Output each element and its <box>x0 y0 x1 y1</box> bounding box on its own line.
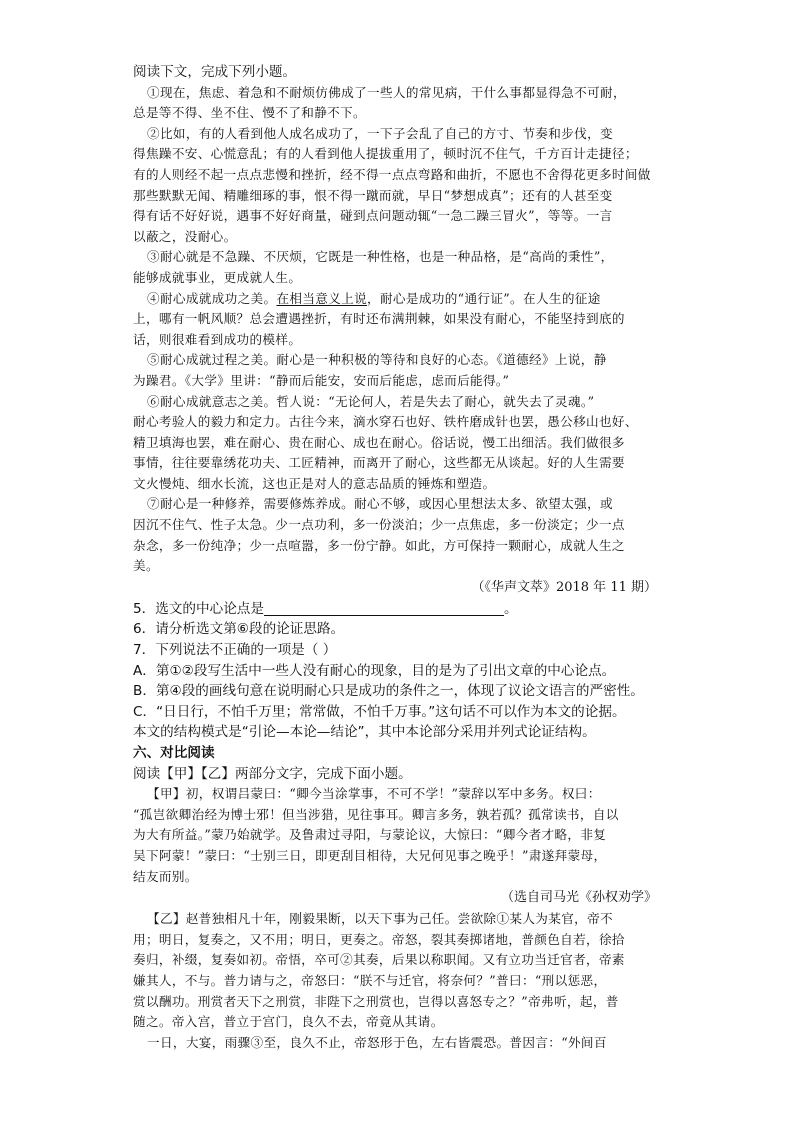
text-line: 为大有所益。”蒙乃始就学。及鲁肃过寻阳，与蒙论议，大惊曰：“卿今者才略，非复 <box>133 827 607 843</box>
text-line: 得焦躁不安、心慌意乱；有的人看到他人提拔重用了，顿时沉不住气，千方百计走捷径； <box>133 146 638 162</box>
text-line: 那些默默无闻、精雕细琢的事，恨不得一蹴而就，早日“梦想成真”；还有的人甚至变 <box>133 187 613 203</box>
text-line: 能够成就事业，更成就人生。 <box>133 269 302 285</box>
text-line: 精卫填海也罢，难在耐心、贵在耐心、成也在耐心。俗话说，慢工出细活。我们做很多 <box>133 434 625 450</box>
text-line: 随之。帝入宫，普立于宫门，良久不去，帝竟从其请。 <box>133 1014 444 1030</box>
paragraph-6 <box>133 392 661 495</box>
text-line: ⑦耐心是一种修养，需要修炼养成。耐心不够，或因心里想法太多、欲望太强，或 <box>147 496 613 512</box>
paragraph-7 <box>133 494 661 576</box>
text-line: ②比如，有的人看到他人成名成功了，一下子会乱了自己的方寸、节奏和步伐，变 <box>147 125 613 141</box>
option-d: 本文的结构模式是“引论—本论—结论”，其中本论部分采用并列式论证结构。 <box>133 724 596 741</box>
text-line: 耐心考验人的毅力和定力。古往今来，滴水穿石也好、铁杵磨成针也罢，愚公移山也好、 <box>133 414 638 430</box>
section-heading: 六、对比阅读 <box>133 745 215 761</box>
text-line: 上，哪有一帆风顺？总会遭遇挫折，有时还布满荆棘，如果没有耐心，不能坚持到底的 <box>133 311 625 327</box>
text-line: ③耐心就是不急躁、不厌烦，它既是一种性格，也是一种品格，是“高尚的秉性”， <box>147 249 614 265</box>
text-line: 结友而别。 <box>133 868 198 884</box>
text-line: “孤岂欲卿治经为博士邪！但当涉猎，见往事耳。卿言多务，孰若孤？孤常读书，自以 <box>133 806 619 822</box>
text-line: 杂念，多一份纯净；少一点喧嚣，多一份宁静。如此，方可保持一颗耐心，成就人生之 <box>133 537 625 553</box>
answer-blank[interactable] <box>264 601 504 616</box>
text-line: 一日，大宴，雨骤③至，良久不止，帝怒形于色，左右皆震恐。普因言：“外间百 <box>147 1034 607 1050</box>
text-line: 赏以酬功。刑赏者天下之刑赏，非陛下之刑赏也，岂得以喜怒专之？”帝弗听，起，普 <box>133 993 619 1009</box>
text-line: 得有话不好好说，遇事不好好商量，碰到点问题动辄“一急二躁三冒火”，等等。一言 <box>133 208 613 224</box>
text-line: 有的人则经不起一点点悲慢和挫折，经不得一点点弯路和曲折，不愿也不舍得花更多时间做 <box>133 166 651 182</box>
question-text: 5．选文的中心论点是 <box>133 600 264 617</box>
text-line: 因沉不住气、性子太急。少一点功利，多一份淡泊；少一点焦虑，多一份淡定；少一点 <box>133 517 625 533</box>
text-line: 美。 <box>133 558 159 574</box>
question-text: 。 <box>504 600 518 617</box>
question-7: 7．下列说法不正确的一项是（ ） <box>133 642 337 659</box>
text-line <box>133 289 661 310</box>
text-line: ⑥耐心成就意志之美。哲人说：“无论何人，若是失去了耐心，就失去了灵魂。” <box>147 393 595 409</box>
option-b: B．第④段的画线句意在说明耐心只是成功的条件之一，体现了议论文语言的严密性。 <box>133 683 644 700</box>
paragraph-2 <box>133 124 661 248</box>
text-line: 嫌其人，不与。普力请与之，帝怒曰：“朕不与迁官，将奈何？”普曰：“刑以惩恶， <box>133 972 607 988</box>
passage-source: （选自司马光《孙权劝学》 <box>500 890 657 906</box>
paragraph-3 <box>133 247 661 288</box>
paragraph-5 <box>133 350 661 391</box>
text-line: 【乙】赵普独相凡十年，刚毅果断，以天下事为己任。尝欲除①某人为某官，帝不 <box>147 911 613 927</box>
option-a: A．第①②段写生活中一些人没有耐心的现象，目的是为了引出文章的中心论点。 <box>133 662 616 679</box>
text-line: 【甲】初，权谓吕蒙曰：“卿今当涂掌事，不可不学！”蒙辞以军中多务。权曰： <box>147 786 601 802</box>
passage-yi <box>133 909 661 1053</box>
text-line: 以蔽之，没耐心。 <box>133 228 237 244</box>
text-line: 吴下阿蒙！”蒙曰：“士别三日，即更刮目相待，大兄何见事之晚乎！”肃遂拜蒙母， <box>133 847 607 863</box>
text-line: 话，则很难看到成功的模样。 <box>133 331 302 347</box>
text-line: ⑤耐心成就过程之美。耐心是一种积极的等待和良好的心态。《道德经》上说，静 <box>147 352 607 368</box>
paragraph-4 <box>133 289 661 351</box>
paragraph-1 <box>133 83 661 124</box>
passage-jia <box>133 784 661 887</box>
question-6: 6．请分析选文第⑥段的论证思路。 <box>133 621 345 638</box>
document-page <box>133 62 661 1053</box>
text-line: 用；明日，复奏之，又不用；明日，更奏之。帝怒，裂其奏掷诸地，普颜色自若，徐拾 <box>133 931 625 947</box>
text-line: 总是等不得、坐不住、慢不了和静不下。 <box>133 105 366 121</box>
article-source: （《华声文萃》2018 年 11 期） <box>471 579 657 595</box>
text-line: ①现在，焦虑、着急和不耐烦仿佛成了一些人的常见病，干什么事都显得急不可耐， <box>147 84 626 100</box>
text-fragment: ④耐心成就成功之美。 <box>147 290 277 306</box>
text-line: 奏归，补缀，复奏如初。帝悟，卒可②其奏，后果以称职闻。又有立功当迁官者，帝素 <box>133 952 625 968</box>
text-line: 事情，往往要靠绣花功夫、工匠精神，而离开了耐心，这些都无从谈起。好的人生需要 <box>133 455 625 471</box>
section-instruction: 阅读【甲】【乙】两部分文字，完成下面小题。 <box>133 765 412 782</box>
question-5 <box>133 599 661 620</box>
option-c: C．“日日行，不怕千万里；常常做，不怕千万事。”这句话不可以作为本文的论据。 <box>133 703 626 720</box>
questions <box>133 599 661 743</box>
underlined-sentence: 在相当意义上说 <box>276 290 368 306</box>
text-line: 文火慢炖、细水长流，这也正是对人的意志品质的锤炼和塑造。 <box>133 475 496 491</box>
text-fragment: ，耐心是成功的“通行证”。在人生的征途 <box>367 290 601 306</box>
reading-instruction: 阅读下文，完成下列小题。 <box>133 64 297 80</box>
text-line: 为躁君。《大学》里讲：“静而后能安，安而后能虑，虑而后能得。” <box>133 372 510 388</box>
